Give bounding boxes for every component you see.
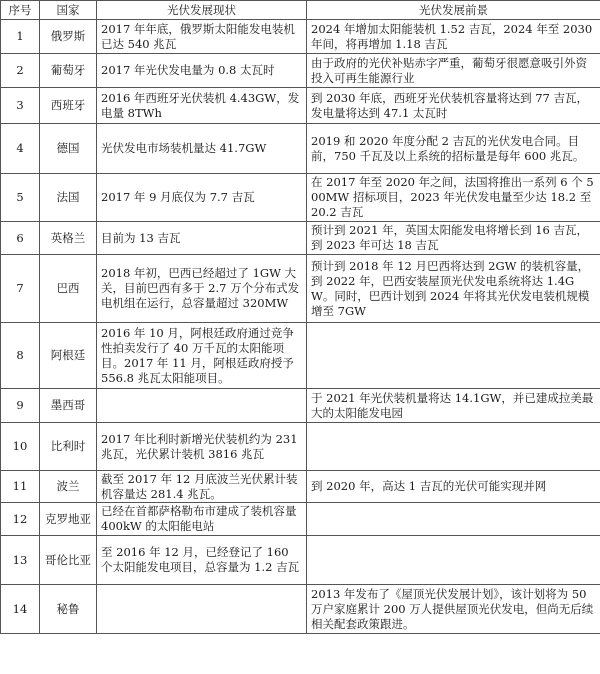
table-row [1,585,600,634]
table-row [1,174,600,222]
cell-outlook [307,503,600,536]
cell-number: 3 [1,88,40,124]
table-row [1,389,600,423]
table-row [1,503,600,536]
cell-status: 2017 年年底，俄罗斯太阳能发电装机已达 540 兆瓦 [97,20,307,54]
cell-number: 5 [1,174,40,222]
cell-country: 英格兰 [40,222,97,255]
cell-country: 克罗地亚 [40,503,97,536]
cell-number: 13 [1,536,40,585]
table-row [1,54,600,88]
cell-country: 葡萄牙 [40,54,97,88]
cell-number: 6 [1,222,40,255]
cell-country: 比利时 [40,423,97,471]
cell-outlook: 2019 和 2020 年度分配 2 吉瓦的光伏发电合同。目前，750 千瓦及以上系统的招标量是每年 600 兆瓦。 [307,124,600,174]
cell-status: 2018 年初，巴西已经超过了 1GW 大关，目前巴西有多于 2.7 万个分布式发电机组在运行，总容量超过 320MW [97,255,307,323]
cell-number: 12 [1,503,40,536]
cell-status: 2017 年比利时新增光伏装机约为 231 兆瓦，光伏累计装机 3816 兆瓦 [97,423,307,471]
cell-number: 9 [1,389,40,423]
table-row [1,471,600,503]
cell-outlook: 预计到 2018 年 12 月巴西将达到 2GW 的装机容量，到 2022 年，巴西安装屋顶光伏发电系统将达 1.4GW。同时，巴西计划到 2024 年将其光伏发电装机规模增至 7GW [307,255,600,323]
cell-outlook: 到 2030 年底，西班牙光伏装机容量将达到 77 吉瓦，发电量将达到 47.1 太瓦时 [307,88,600,124]
table-row [1,88,600,124]
cell-country: 阿根廷 [40,323,97,389]
cell-outlook [307,423,600,471]
cell-outlook [307,323,600,389]
header-number: 序号 [1,1,40,20]
cell-outlook: 于 2021 年光伏装机量将达 14.1GW，并已建成拉美最大的太阳能发电园 [307,389,600,423]
cell-number: 11 [1,471,40,503]
table-row [1,222,600,255]
header-status: 光伏发展现状 [97,1,307,20]
cell-number: 8 [1,323,40,389]
table-row [1,423,600,471]
cell-outlook: 2024 年增加太阳能装机 1.52 吉瓦，2024 年至 2030 年间，将再增加 1.18 吉瓦 [307,20,600,54]
cell-status [97,585,307,634]
cell-country: 波兰 [40,471,97,503]
cell-country: 西班牙 [40,88,97,124]
cell-status: 2016 年西班牙光伏装机 4.43GW，发电量 8TWh [97,88,307,124]
header-country: 国家 [40,1,97,20]
cell-status [97,389,307,423]
table-row [1,536,600,585]
table-row [1,323,600,389]
cell-status: 2017 年光伏发电量为 0.8 太瓦时 [97,54,307,88]
cell-status: 至 2016 年 12 月，已经登记了 160 个太阳能发电项目，总容量为 1.2 吉瓦 [97,536,307,585]
cell-number: 1 [1,20,40,54]
cell-number: 2 [1,54,40,88]
cell-country: 秘鲁 [40,585,97,634]
table-header-row [1,1,600,20]
cell-outlook: 到 2020 年，高达 1 吉瓦的光伏可能实现并网 [307,471,600,503]
cell-country: 墨西哥 [40,389,97,423]
header-outlook: 光伏发展前景 [307,1,600,20]
cell-status: 目前为 13 吉瓦 [97,222,307,255]
table-row [1,255,600,323]
cell-status: 光伏发电市场装机量达 41.7GW [97,124,307,174]
cell-outlook: 由于政府的光伏补贴赤字严重，葡萄牙很愿意吸引外资投入可再生能源行业 [307,54,600,88]
cell-country: 巴西 [40,255,97,323]
cell-outlook [307,536,600,585]
cell-country: 德国 [40,124,97,174]
cell-outlook: 预计到 2021 年，英国太阳能发电将增长到 16 吉瓦，到 2023 年可达 18 吉瓦 [307,222,600,255]
cell-country: 法国 [40,174,97,222]
cell-status: 2016 年 10 月，阿根廷政府通过竞争性拍卖发行了 40 万千瓦的太阳能项目。2017 年 11 月，阿根廷政府授予 556.8 兆瓦太阳能项目。 [97,323,307,389]
cell-outlook: 在 2017 年至 2020 年之间，法国将推出一系列 6 个 500MW 招标项目，2023 年光伏发电量至少达 18.2 至 20.2 吉瓦 [307,174,600,222]
cell-status: 截至 2017 年 12 月底波兰光伏累计装机容量达 281.4 兆瓦。 [97,471,307,503]
cell-number: 14 [1,585,40,634]
cell-number: 10 [1,423,40,471]
cell-status: 2017 年 9 月底仅为 7.7 吉瓦 [97,174,307,222]
cell-number: 7 [1,255,40,323]
cell-outlook: 2013 年发布了《屋顶光伏发展计划》，该计划将为 50 万户家庭累计 200 万人提供屋顶光伏发电，但尚无后续相关配套政策跟进。 [307,585,600,634]
table-row [1,20,600,54]
cell-number: 4 [1,124,40,174]
table-row [1,124,600,174]
cell-country: 俄罗斯 [40,20,97,54]
cell-status: 已经在首都萨格勒布市建成了装机容量 400kW 的太阳能电站 [97,503,307,536]
cell-country: 哥伦比亚 [40,536,97,585]
